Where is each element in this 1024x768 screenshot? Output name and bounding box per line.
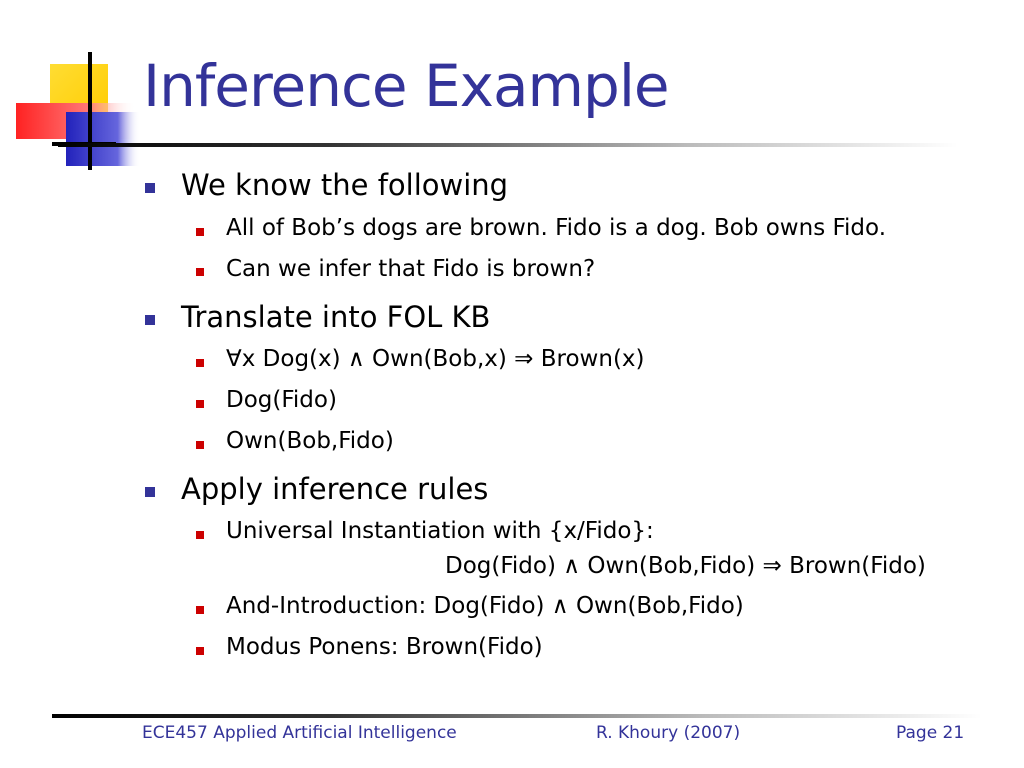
bullet-square-icon — [196, 268, 204, 276]
bullet-level2: And-Introduction: Dog(Fido) ∧ Own(Bob,Fido) — [226, 593, 744, 619]
bullet-square-icon — [196, 400, 204, 408]
footer-divider — [52, 714, 982, 718]
bullet-level1: We know the following — [181, 168, 509, 202]
bullet-square-icon — [145, 487, 155, 497]
bullet-square-icon — [145, 183, 155, 193]
footer-author: R. Khoury (2007) — [596, 723, 741, 743]
bullet-square-icon — [196, 441, 204, 449]
footer-course: ECE457 Applied Artificial Intelligence — [142, 723, 457, 743]
bullet-level1: Apply inference rules — [181, 472, 489, 506]
bullet-square-icon — [196, 606, 204, 614]
bullet-level2: All of Bob’s dogs are brown. Fido is a dog. Bob owns Fido. — [226, 215, 887, 241]
slide-title: Inference Example — [143, 52, 669, 120]
title-divider — [58, 143, 958, 147]
bullet-continuation: Dog(Fido) ∧ Own(Bob,Fido) ⇒ Brown(Fido) — [445, 553, 926, 579]
footer-page-number: Page 21 — [896, 723, 965, 743]
slide-logo-graphic — [0, 0, 160, 180]
bullet-level2: Dog(Fido) — [226, 387, 337, 413]
bullet-level1: Translate into FOL KB — [181, 300, 491, 334]
bullet-square-icon — [196, 228, 204, 236]
bullet-square-icon — [196, 359, 204, 367]
bullet-level2: Universal Instantiation with {x/Fido}: — [226, 518, 654, 544]
bullet-square-icon — [145, 315, 155, 325]
bullet-square-icon — [196, 531, 204, 539]
bullet-level2: Modus Ponens: Brown(Fido) — [226, 634, 543, 660]
bullet-level2: Can we infer that Fido is brown? — [226, 256, 596, 282]
bullet-level2: ∀x Dog(x) ∧ Own(Bob,x) ⇒ Brown(x) — [226, 346, 645, 372]
bullet-square-icon — [196, 647, 204, 655]
bullet-level2: Own(Bob,Fido) — [226, 428, 394, 454]
